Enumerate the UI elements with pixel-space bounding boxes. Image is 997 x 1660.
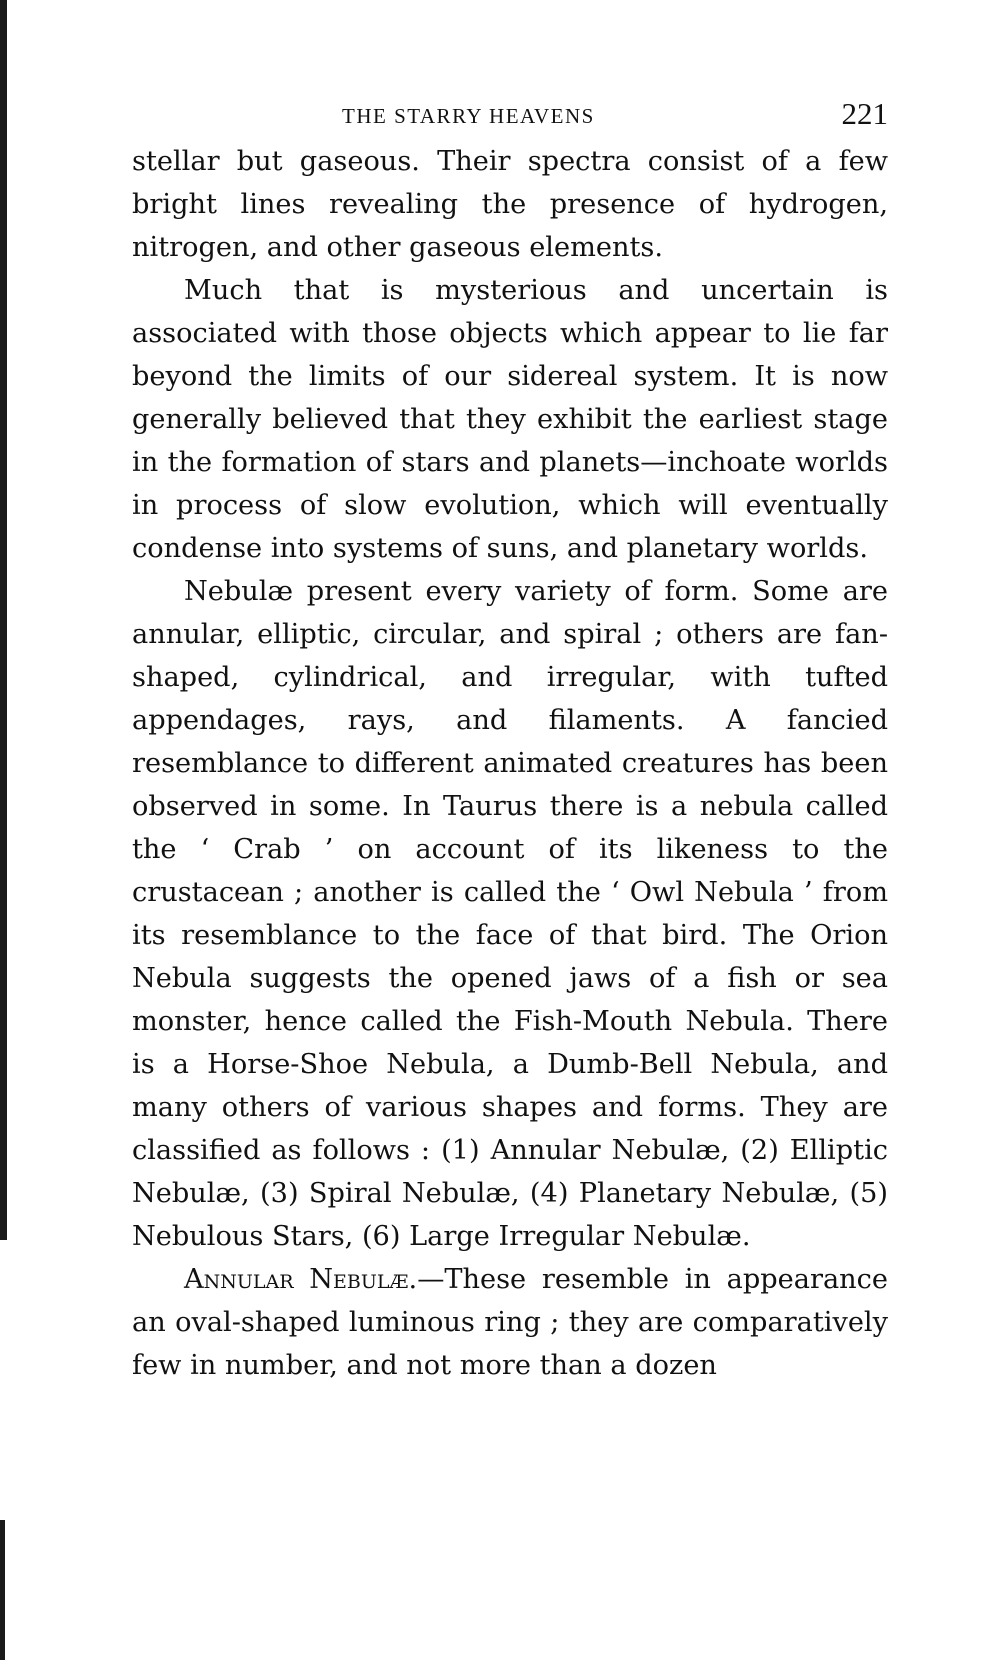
running-head: THE STARRY HEAVENS xyxy=(342,104,595,128)
binding-edge-shadow-lower xyxy=(0,1520,5,1660)
section-heading: Annular Nebulæ. xyxy=(184,1264,418,1295)
paragraph-mysterious-objects: Much that is mysterious and uncertain is associated with those objects which appear to lie far beyond the limits of our sidereal system. It is now generally believed that they exhibit the earliest stage in the formation of stars and planets—inchoate worlds in process of slow evolution, which will eventually condense into systems of suns, and planetary worlds. xyxy=(132,275,888,564)
paragraph-annular-text: —These resemble in appearance an oval-shaped luminous ring ; they are comparatively few in number, and not more than a dozen xyxy=(132,1264,888,1381)
page-header xyxy=(132,96,888,140)
binding-edge-shadow xyxy=(0,0,7,1240)
paragraph-continuation: stellar but gaseous. Their spectra consist of a few bright lines revealing the presence of hydrogen, nitrogen, and other gaseous elements. xyxy=(132,146,888,263)
book-page xyxy=(132,96,888,1387)
paragraph-nebulae-forms: Nebulæ present every variety of form. Some are annular, elliptic, circular, and spiral ; others are fan-shaped, cylindrical, and irregular, with tufted appendages, rays, and filaments. A fancied resemblance to different animated creatures has been observed in some. In Taurus there is a nebula called the ‘ Crab ’ on account of its likeness to the crustacean ; another is called the ‘ Owl Nebula ’ from its resemblance to the face of that bird. The Orion Nebula suggests the opened jaws of a fish or sea monster, hence called the Fish-Mouth Nebula. There is a Horse-Shoe Nebula, a Dumb-Bell Nebula, and many others of various shapes and forms. They are classified as follows : (1) Annular Nebulæ, (2) Elliptic Nebulæ, (3) Spiral Nebulæ, (4) Planetary Nebulæ, (5) Nebulous Stars, (6) Large Irregular Nebulæ. xyxy=(132,576,888,1252)
page-number: 221 xyxy=(841,96,888,131)
paragraph-annular-nebulae xyxy=(132,1258,888,1387)
